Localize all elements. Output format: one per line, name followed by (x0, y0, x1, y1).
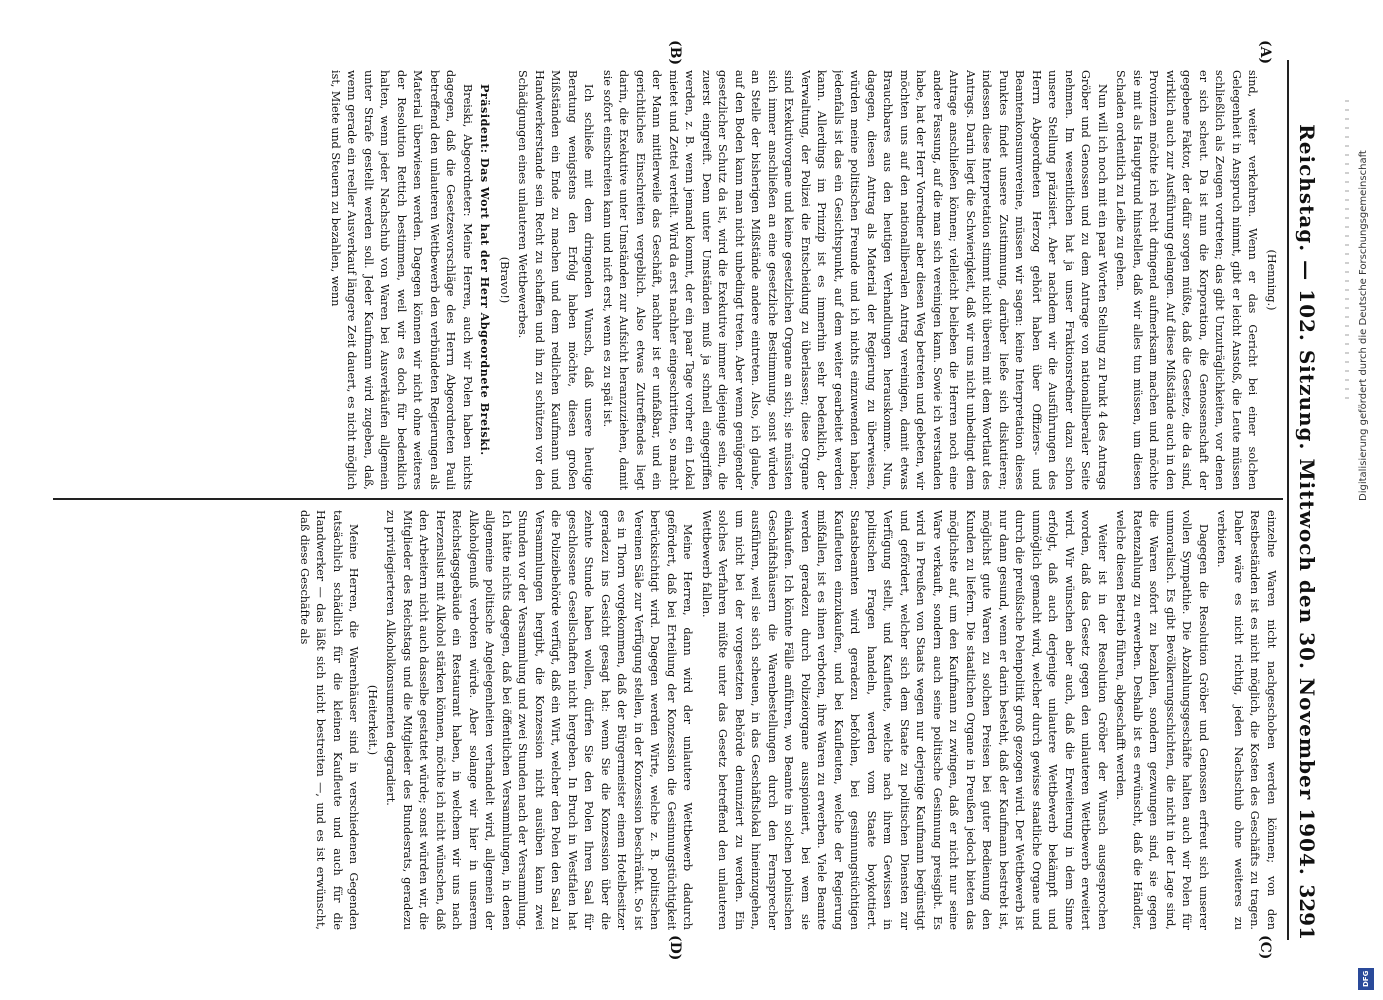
paragraph: Breiski, Abgeordneter: Meine Herren, auch wir Polen haben nichts dagegen, daß die Gesetzesvorschläge des Herrn Abgeordneten Pauli betreffend den unlauteren Wettbewerb den verbündeten Regierungen als Material überwiesen werden. Dagegen können wir nicht ohne weiteres der Resolution Rettich bestimmen, weil wir es doch für bedenklich halten, wenn jeder Nachschub von Waren bei Ausverkäufen allgemein unter Strafe gestellt werden soll. Jeder Kaufmann wird zugeben, daß, wenn gerade ein reeller Ausverkauf längere Zeit dauert, es nicht möglich ist, Miete und Steuern zu bezahlen, wenn (329, 70, 474, 490)
paragraph: Meine Herren, dann wird der unlautere Wettbewerb dadurch gefördert, daß bei Erteilung der Konzession die Gesinnungstüchtigkeit berücksichtigt wird. Dagegen werden Wirte, welche z. B. politischen Vereinen Säle zur Verfügung stellen, in der Konzession beschränkt. So ist es in Thorn vorgekommen, daß der Bürgermeister einem Hotelbesitzer geradezu ins Gesicht gesagt hat: wenn Sie die Konzession über die zehnte Stunde haben wollen, dürfen Sie den Polen Ihren Saal für geschlossene Gesellschaften nicht hergeben. In Bruch in Westfalen hat die Polizeibehörde verfügt, daß ein Wirt, welcher den Polen den Saal zu Versammlungen hergibt, die Konzession nicht ausüben kann zwei Stunden vor der Versammlung und zwei Stunden nach der Versammlung. Ich hätte nichts dagegen, daß bei öffentlichen Versammlungen, in denen allgemeine politische Angelegenheiten verhandelt wird, allgemein der Alkoholgenuß verboten würde. Aber solange wir hier in unserem Reichstagsgebäude ein Restaurant haben, in welchem wir uns nach Herzenslust mit Alkohol stärken können, möchte ich nicht wünschen, daß den Arbeitern nicht auch dasselbe gestattet würde; sonst würden wir, die Mitglieder des Reichstags und die Mitglieder des Bundesrats, geradezu zu privilegierteren Alkoholkonsumenten degradiert. (384, 510, 695, 930)
laughter-note: (Heiterkeit.) (366, 684, 379, 756)
digitization-note: Digitalisierung gefördert durch die Deutsche Forschungsgemeinschaft (1358, 150, 1369, 501)
margin-letter-d: (D) (667, 935, 683, 961)
paragraph: Meine Herren, die Warenhäuser sind in verschiedenen Gegenden tatsächlich schädlich für die kleinen Kaufleute und auch für die Handwerker — das läßt sich nicht bestreiten —, und es ist erwünscht, daß diese Geschäfte als (298, 510, 361, 930)
page-number: 3291 (1295, 884, 1319, 940)
margin-letter-c: (C) (1257, 935, 1273, 960)
scan-artifact (1345, 100, 1349, 400)
header-title: Reichstag. — 102. Sitzung. Mittwoch den 30. November 1904. (1295, 124, 1319, 876)
margin-letter-a: (A) (1257, 40, 1273, 65)
paragraph: einzelne Waren nicht nachgeschoben werden können; von den Restbeständen ist es nicht möglich, die Kosten des Geschäfts zu tragen. Daher wäre es nicht richtig, jeden Nachschub ohne weiteres zu verbieten. (1215, 510, 1278, 930)
column-divider (53, 498, 1283, 500)
applause-note: (Bravo!) (498, 256, 511, 304)
paragraph: Weiter ist in der Resolution Gröber der Wunsch ausgesprochen worden, daß das Gesetz gegen den unlauteren Wettbewerb erweitert wird. Wir wünschen aber auch, daß die Erweiterung in dem Sinne erfolgt, daß auch derjenige unlautere Wettbewerb bekämpft und unmöglich gemacht wird, welcher durch gewisse staatliche Organe und durch die preußische Polenpolitik groß gezogen wird. Der Wettbewerb ist nur dann gesund, wenn er darin besteht, daß der Kaufmann bestrebt ist, möglichst gute Waren zu solchen Preisen bei guter Bedienung den Kunden zu liefern. Die staatlichen Organe in Preußen jedoch bieten das möglichste auf, um den Kaufmann zu zwingen, daß er nicht nur seine Ware verkauft, sondern auch seine politische Gesinnung preisgibt. Es wird in Preußen von Staats wegen nur derjenige Kaufmann begünstigt und gefördert, welcher sich dem Staate zu politischen Diensten zur Verfügung stellt, und Kaufleute, welche nach ihrem Gewissen in politischen Fragen handeln, werden vom Staate boykottiert. Staatsbeamten wird geradezu befohlen, bei gesinnungstüchtigen Kaufleuten einzukaufen, und bei Kaufleuten, welche der Regierung mißfallen, ist es ihnen verboten, ihre Waren zu erwerben. Viele Beamte werden geradezu durch Polizeiorgane ausspioniert, bei wem sie einkaufen. Ich könnte Fälle anführen, wo Beamte in solchen polnischen Geschäftshäusern die Warenbestellungen durch den Fernsprecher ausführen, weil sie sich scheuen, in das Geschäftslokal hineinzugehen, um nicht bei der vorgesetzten Behörde denunziert zu werden. Ein solches Verfahren müßte unter das Gesetz betreffend den unlauteren Wettbewerb fallen. (700, 510, 1109, 930)
right-column (59, 510, 1279, 930)
dfg-logo: DFG (1358, 968, 1374, 990)
left-column (59, 70, 1279, 490)
paragraph: Ich schließe mit dem dringenden Wunsch, daß unsere heutige Beratung wenigstens den Erfolg haben möchte, diesen großen Mißständen ein Ende zu machen und dem redlichen Kaufmann und Handwerkerstande sein Recht zu schaffen und ihn zu schützen vor den Schädigungen eines unlauteren Wettbewerbes. (516, 70, 596, 490)
page-header (1287, 60, 1323, 940)
paragraph: Dagegen die Resolution Gröber und Genossen erfreut sich unserer vollen Sympathie. Die Abzahlungsgeschäfte halten auch wir Polen für unmoralisch. Es gibt Bevölkerungsschichten, die nicht in der Lage sind, die Waren sofort zu bezahlen, sondern gezwungen sind, sie gegen Ratenzahlung zu erwerben. Deshalb ist es erwünscht, daß die Händler, welche diesen Betrieb führen, abgeschafft werden. (1114, 510, 1210, 930)
speaker-tag: (Henning.) (1265, 249, 1278, 311)
paragraph: Nun will ich noch mit ein paar Worten Stellung zu Punkt 4 des Antrags Gröber und Genossen und zu dem Antrage von nationalliberaler Seite nehmen. Im wesentlichen hat ja unser Fraktionsredner dazu schon unsere Stellung präzisiert. Aber nachdem wir die Ausführungen des Herrn Abgeordneten Herzog gehört haben über Offiziers- und Beamtenkonsumvereine, müssen wir sagen: keine Interpretation dieses Punktes findet unsere Zustimmung, darüber ließe sich diskutieren; indessen diese Interpretation stimmt nicht überein mit dem Wortlaut des Antrags. Darin liegt die Schwierigkeit, daß wir uns nicht unbedingt dem Antrage anschließen können; vielleicht belieben die Herren noch eine andere Fassung, auf die man sich vereinigen kann. Sowie ich verstanden habe, hat der Herr Vorredner aber diesen Weg betreten und gebeten, wir möchten uns auf den nationalliberalen Antrag vereinigen, damit etwas Brauchbares aus den heutigen Verhandlungen herauskomme. Nun, dagegen, diesen Antrag als Material der Regierung zu überweisen, würden meine politischen Freunde und ich nichts einzuwenden haben; jedenfalls ist das ein Gesichtspunkt, auf dem weiter gearbeitet werden kann. Allerdings im Prinzip ist es immerhin sehr bedenklich, der Verwaltung, der Polizei die Entscheidung zu überlassen; diese Organe sind Exekutivorgane und keine gesetzlichen Organe an sich; sie müssten sich immer anschließen an eine gesetzliche Bestimmung, sonst würden an Stelle der bisherigen Mißstände andere eintreten. Also, ich glaube, auf den Boden kann man nicht unbedingt treten. Aber wenn genügender gesetzlicher Schutz da ist, wird die Exekutive immer diejenige sein, die zuerst eingreift. Denn unter Umständen muß ja schnell eingegriffen werden, z. B. wenn jemand kommt, der ein paar Tage vorher ein Lokal mietet und Zettel verteilt. Wird da erst nachher eingeschritten, so macht der Mann mittlerweile das Geschäft, nachher ist er unfaßbar, und ein gerichtliches Einschreiten vergeblich. Also etwas Zutreffendes liegt darin, die Exekutive unter Umständen zur Aufsicht heranzuziehen, damit sie sofort einschreiten kann und nicft erst, wenn es zu spät ist. (601, 70, 1109, 490)
president-line: Präsident: Das Wort hat der Herr Abgeordnete Breiski. (478, 84, 493, 456)
margin-letter-b: (B) (667, 40, 683, 66)
paragraph: sind, weiter verkehren. Wenn er das Gericht bei einer solchen Gelegenheit in Anspruch nimmt, gibt er leicht Anstoß, die Leute müssen schließlich als Zeugen vortreten; das gibt Unzuträglichkeiten, vor denen er sich scheut. Da ist nun die Korporation, die Genossenschaft der gegebene Faktor, der dafür sorgen müßte, daß die Gesetze, die da sind, wirklich auch zur Ausführung gelangen. Auf diese Mißstände auch in den Provinzen möchte ich recht dringend aufmerksam machen und möchte sie mit als Hauptgrund hinstellen, daß wir alles tun müssen, um diesen Schaden ordentlich zu Leibe zu gehen. (1114, 70, 1260, 490)
